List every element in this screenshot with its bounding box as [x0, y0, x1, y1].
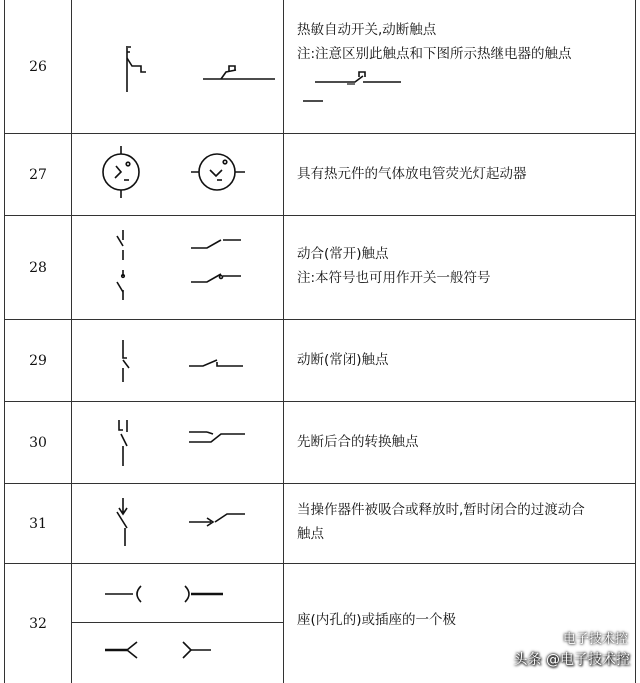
- table-row: [5, 0, 635, 134]
- description-cell: [283, 348, 635, 372]
- make-contact-symbols: [71, 216, 283, 320]
- description-line: 动合(常开)触点: [297, 246, 389, 262]
- break-contact-symbols: [71, 320, 283, 402]
- passing-contact-symbols: [71, 484, 283, 564]
- symbol-cell: [71, 320, 284, 401]
- row-number: 29: [5, 320, 72, 401]
- table-row: [5, 216, 635, 320]
- description-line: 动断(常闭)触点: [297, 352, 389, 368]
- table-row: [5, 320, 635, 402]
- description-cell: [283, 242, 635, 290]
- thermal-switch-symbol: [71, 0, 283, 134]
- description-note: 注:注意区别此触点和下图所示热继电器的触点: [297, 46, 572, 62]
- description-cell: [283, 430, 635, 454]
- row-number: 32: [5, 564, 72, 683]
- description-line: 具有热元件的气体放电管荧光灯起动器: [297, 166, 527, 182]
- description-line: 热敏自动开关,动断触点: [297, 22, 437, 38]
- row-number: 31: [5, 484, 72, 563]
- starter-symbols: [71, 134, 283, 216]
- changeover-contact-symbols: [71, 402, 283, 484]
- table-row: [5, 134, 635, 216]
- row-number: 28: [5, 216, 72, 319]
- table-row: [5, 402, 635, 484]
- row-number: 30: [5, 402, 72, 483]
- thermal-relay-contact-symbol: [307, 70, 417, 100]
- description-line: 先断后合的转换触点: [297, 434, 419, 450]
- symbol-cell: [71, 134, 284, 215]
- socket-symbols: [71, 564, 283, 683]
- row-number: 27: [5, 134, 72, 215]
- description-line: 触点: [297, 526, 324, 542]
- description-cell: [283, 162, 635, 186]
- watermark-source: 头条 @电子技术控: [513, 652, 630, 668]
- symbol-cell: [71, 216, 284, 319]
- watermark-brand: 电子技术控: [562, 632, 628, 647]
- description-line: 座(内孔的)或插座的一个极: [297, 612, 457, 628]
- description-note: 注:本符号也可用作开关一般符号: [297, 270, 491, 286]
- symbol-table: [4, 0, 636, 683]
- symbol-cell: [71, 402, 284, 483]
- table-row: [5, 484, 635, 564]
- row-number: 26: [5, 0, 72, 133]
- description-cell: [283, 18, 635, 108]
- symbol-cell: [71, 0, 284, 133]
- description-line: 当操作器件被吸合或释放时,暂时闭合的过渡动合: [297, 502, 585, 518]
- description-cell: [283, 498, 635, 546]
- symbol-cell: [71, 484, 284, 563]
- symbol-cell: [71, 564, 284, 683]
